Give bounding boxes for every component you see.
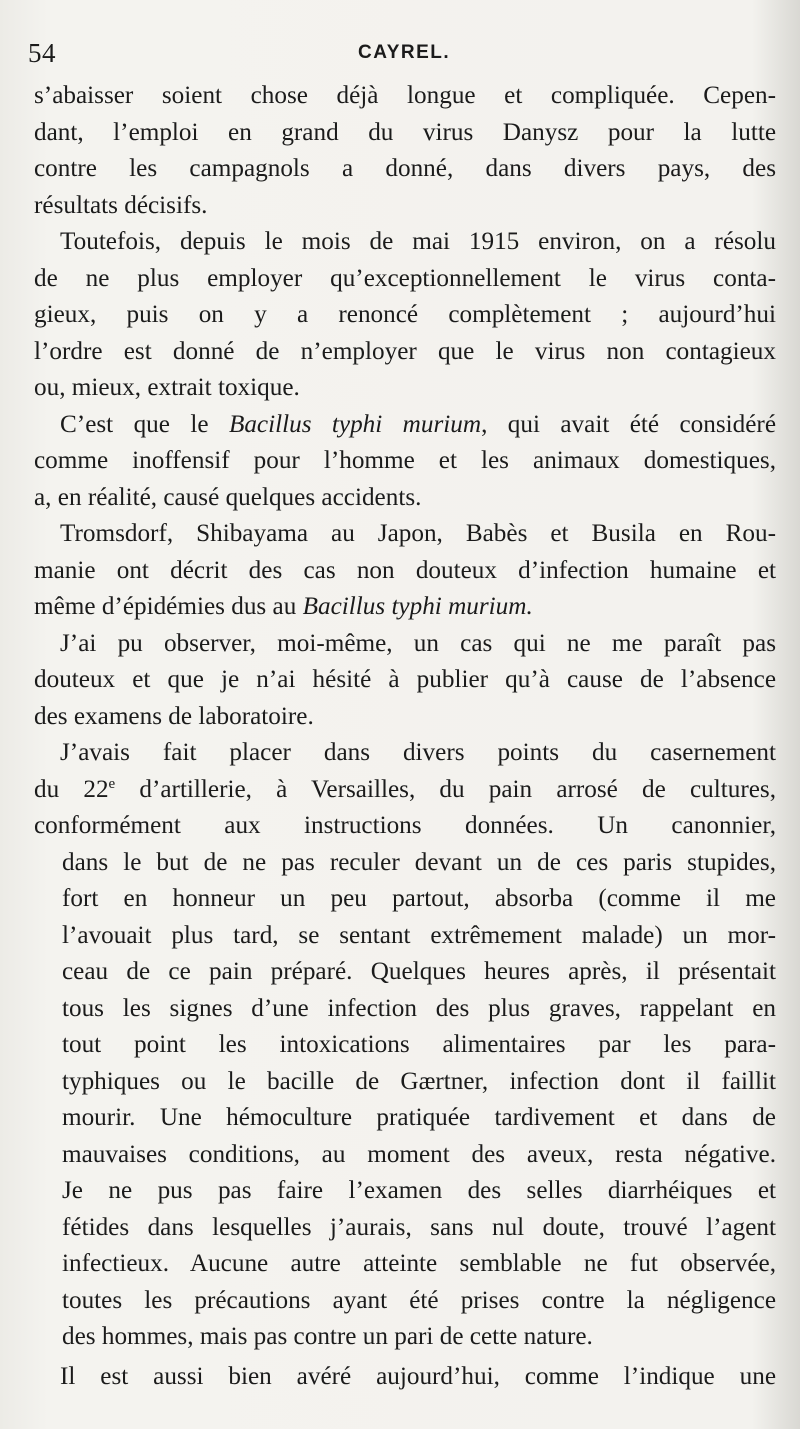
text-line: des examens de laboratoire. — [34, 702, 314, 730]
text-line: a, en réalité, causé quelques accidents. — [34, 483, 422, 511]
text-line: ceau de ce pain préparé. Quelques heures après, il présentait — [62, 958, 776, 985]
text-line: J’ai pu observer, moi-même, un cas qui ne me paraît pas — [60, 629, 776, 657]
text-run: d’artillerie, à Versailles, du pain arrosé de cultures, — [115, 775, 776, 803]
page-header — [28, 38, 778, 78]
running-head: CAYREL. — [358, 42, 451, 63]
text-run: , qui avait été considéré — [481, 410, 776, 438]
text-run: du 22 — [34, 775, 109, 803]
text-line: Tromsdorf, Shibayama au Japon, Babès et Busila en Rou- — [60, 520, 776, 547]
text-line: tous les signes d’une infection des plus graves, rappelant en — [62, 994, 776, 1022]
text-line: Il est aussi bien avéré aujourd’hui, comme l’indique une — [60, 1362, 776, 1390]
text-line — [34, 772, 776, 809]
text-line: résultats décisifs. — [34, 191, 208, 219]
text-line: l’avouait plus tard, se sentant extrêmement malade) un mor- — [62, 921, 776, 949]
text-line: J’avais fait placer dans divers points du casernement — [60, 739, 776, 766]
body-text — [34, 78, 776, 1395]
text-line: tout point les intoxications alimentaires par les para- — [62, 1031, 776, 1058]
page-number: 54 — [28, 38, 56, 68]
text-line: conformément aux instructions données. Un canonnier, — [34, 812, 776, 839]
text-line: infectieux. Aucune autre atteinte semblable ne fut observée, — [62, 1250, 776, 1277]
text-line: l’ordre est donné de n’employer que le virus non contagieux — [34, 337, 776, 365]
text-line: comme inoffensif pour l’homme et les animaux domestiques, — [34, 447, 776, 474]
text-line: de ne plus employer qu’exceptionnellement le virus conta- — [34, 264, 776, 292]
italic-term: Bacillus typhi murium — [228, 410, 482, 438]
text-line: fort en honneur un peu partout, absorba (comme il me — [62, 885, 776, 912]
text-line: des hommes, mais pas contre un pari de cette nature. — [62, 1323, 593, 1350]
text-line: typhiques ou le bacille de Gærtner, infection dont il faillit — [62, 1067, 776, 1095]
text-line: dant, l’emploi en grand du virus Danysz pour la lutte — [34, 118, 776, 146]
text-line — [34, 407, 776, 444]
superscript: e — [108, 775, 116, 792]
text-run: même d’épidémies dus au — [34, 593, 303, 620]
text-line: mauvaises conditions, au moment des aveux, resta négative. — [62, 1140, 776, 1168]
italic-term: Bacillus typhi murium. — [302, 593, 533, 620]
text-line: contre les campagnols a donné, dans divers pays, des — [34, 155, 776, 182]
text-line: Je ne pus pas faire l’examen des selles diarrhéiques et — [62, 1177, 776, 1204]
text-line — [34, 589, 776, 626]
text-run: C’est que le — [60, 410, 229, 438]
text-line: toutes les précautions ayant été prises contre la négligence — [62, 1286, 776, 1314]
text-line: douteux et que je n’ai hésité à publier qu’à cause de l’absence — [34, 666, 776, 693]
text-line: mourir. Une hémoculture pratiquée tardivement et dans de — [62, 1104, 776, 1131]
text-line: gieux, puis on y a renoncé complètement ; aujourd’hui — [34, 301, 776, 328]
text-line: manie ont décrit des cas non douteux d’infection humaine et — [34, 556, 776, 584]
text-line: Toutefois, depuis le mois de mai 1915 environ, on a résolu — [60, 228, 776, 255]
text-line: ou, mieux, extrait toxique. — [34, 374, 300, 401]
text-line: s’abaisser soient chose déjà longue et compliquée. Cepen- — [34, 82, 776, 109]
text-line: dans le but de ne pas reculer devant un de ces paris stupides, — [62, 848, 776, 876]
text-line: fétides dans lesquelles j’aurais, sans nul doute, trouvé l’agent — [62, 1213, 776, 1241]
